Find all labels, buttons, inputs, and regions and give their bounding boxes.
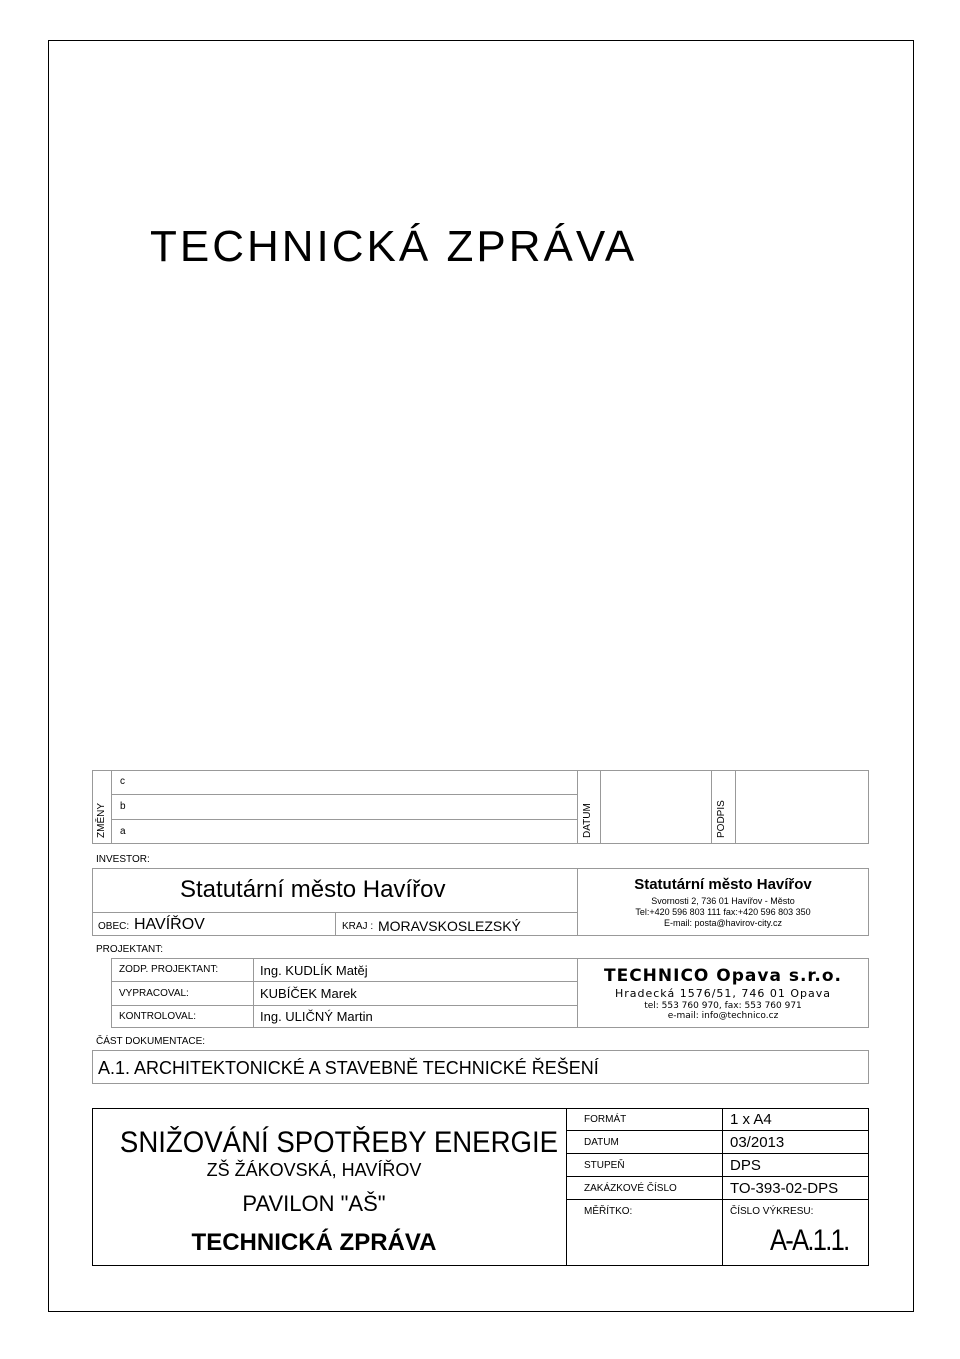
scale-label: MĚŘÍTKO: bbox=[584, 1206, 633, 1217]
investor-card-email: E-mail: posta@havirov-city.cz bbox=[664, 918, 782, 928]
investor-card bbox=[578, 876, 868, 928]
obec-label: OBEC: bbox=[98, 921, 130, 932]
part-label: ČÁST DOKUMENTACE: bbox=[96, 1036, 206, 1047]
changes-signature-label: PODPIS bbox=[716, 800, 727, 838]
info-value-date: 03/2013 bbox=[730, 1134, 785, 1151]
info-label-order: ZAKÁZKOVÉ ČÍSLO bbox=[584, 1183, 677, 1194]
project-building: PAVILON "AŠ" bbox=[242, 1191, 386, 1216]
changes-label: ZMĚNY bbox=[96, 803, 107, 838]
company-name: TECHNICO Opava s.r.o. bbox=[603, 966, 842, 986]
project-subtitle: ZŠ ŽÁKOVSKÁ, HAVÍŘOV bbox=[206, 1160, 422, 1180]
kraj-value: MORAVSKOSLEZSKÝ bbox=[378, 918, 521, 934]
info-value-order: TO-393-02-DPS bbox=[730, 1180, 839, 1197]
main-title: TECHNICKÁ ZPRÁVA bbox=[150, 222, 638, 271]
drawing-number-label: ČÍSLO VÝKRESU: bbox=[730, 1206, 814, 1217]
change-row-a: a bbox=[120, 826, 126, 837]
role-zodp-projektant: ZODP. PROJEKTANT: bbox=[119, 964, 219, 975]
investor-label: INVESTOR: bbox=[96, 854, 150, 865]
role-kontroloval: KONTROLOVAL: bbox=[119, 1011, 197, 1022]
company-phone: tel: 553 760 970, fax: 553 760 971 bbox=[644, 1001, 802, 1011]
changes-table bbox=[92, 770, 869, 844]
name-vypracoval: KUBÍČEK Marek bbox=[260, 986, 357, 1001]
investor-card-phone: Tel:+420 596 803 111 fax:+420 596 803 350 bbox=[635, 907, 811, 917]
change-row-b: b bbox=[120, 801, 126, 812]
info-label-stage: STUPEŇ bbox=[584, 1160, 625, 1171]
role-vypracoval: VYPRACOVAL: bbox=[119, 988, 189, 999]
change-row-c: c bbox=[120, 776, 125, 787]
project-doc: TECHNICKÁ ZPRÁVA bbox=[191, 1229, 437, 1256]
name-zodp-projektant: Ing. KUDLÍK Matěj bbox=[260, 963, 368, 978]
investor-card-name: Statutární město Havířov bbox=[634, 876, 812, 893]
kraj-label: KRAJ : bbox=[342, 921, 374, 932]
drawing-number: A-A.1.1. bbox=[770, 1224, 849, 1257]
investor-card-address: Svornosti 2, 736 01 Havířov - Město bbox=[651, 896, 795, 906]
company-email: e-mail: info@technico.cz bbox=[667, 1011, 779, 1021]
investor-name: Statutární město Havířov bbox=[180, 876, 446, 903]
project-text bbox=[92, 1126, 586, 1257]
name-kontroloval: Ing. ULIČNÝ Martin bbox=[260, 1009, 373, 1024]
info-value-format: 1 x A4 bbox=[730, 1111, 772, 1128]
info-label-date: DATUM bbox=[584, 1137, 619, 1148]
info-value-stage: DPS bbox=[730, 1157, 761, 1174]
company-card bbox=[578, 966, 868, 1021]
projektant-label: PROJEKTANT: bbox=[96, 944, 164, 955]
project-title: SNIŽOVÁNÍ SPOTŘEBY ENERGIE bbox=[119, 1126, 559, 1159]
info-label-format: FORMÁT bbox=[584, 1114, 627, 1125]
part-value: A.1. ARCHITEKTONICKÉ A STAVEBNĚ TECHNICKÉ ŘEŠENÍ bbox=[98, 1058, 599, 1078]
changes-date-label: DATUM bbox=[582, 803, 593, 838]
obec-value: HAVÍŘOV bbox=[134, 916, 205, 933]
company-address: Hradecká 1576/51, 746 01 Opava bbox=[614, 987, 832, 1000]
